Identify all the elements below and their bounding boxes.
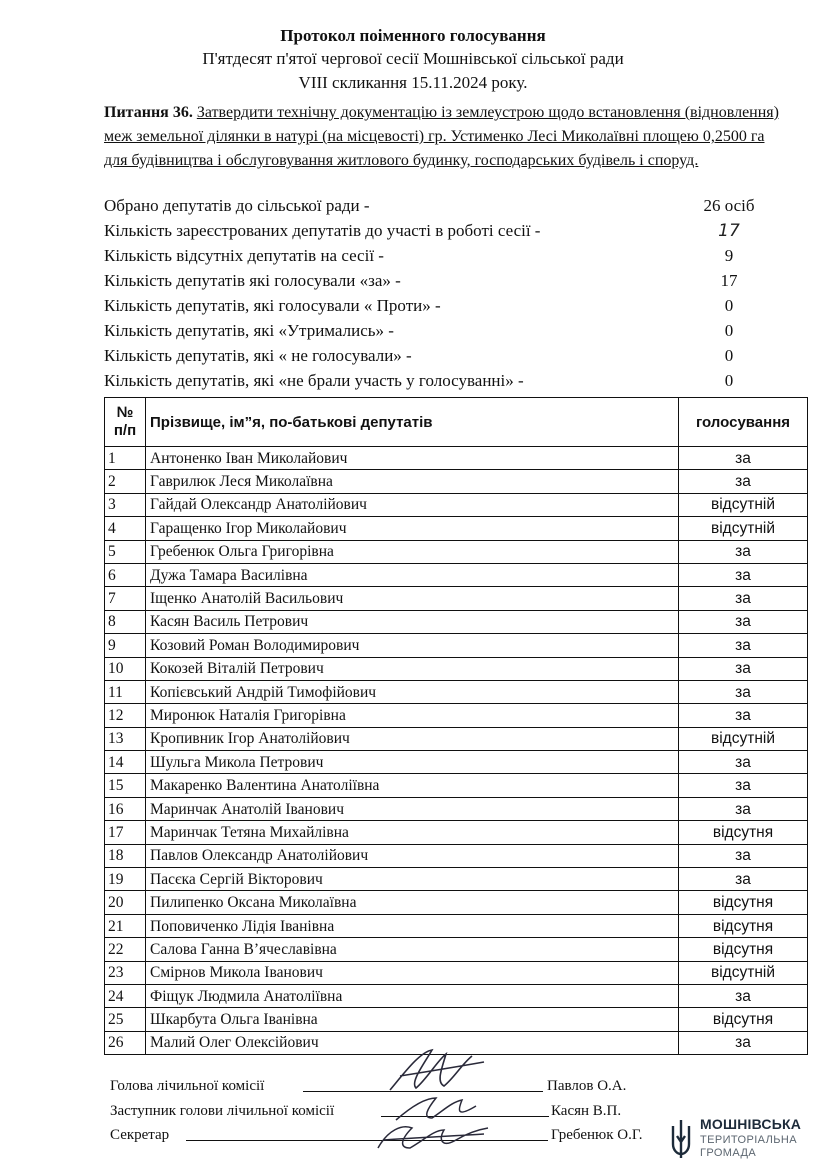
vote-result: за — [679, 563, 808, 586]
deputy-name: Кокозей Віталій Петрович — [146, 657, 679, 680]
session-subtitle: П'ятдесят п'ятої чергової сесії Мошнівської сільської ради — [202, 49, 624, 68]
community-logo — [668, 1114, 808, 1162]
stat-label: Кількість депутатів, які голосували « Проти» - — [104, 296, 441, 315]
stat-label: Обрано депутатів до сільської ради - — [104, 196, 370, 215]
stat-value: 26 осіб — [703, 196, 755, 215]
column-header-number: № п/п — [105, 398, 146, 447]
vote-result: за — [679, 1031, 808, 1054]
row-number: 23 — [105, 961, 146, 984]
stat-value: 0 — [724, 321, 734, 340]
row-number: 15 — [105, 774, 146, 797]
row-number: 1 — [105, 447, 146, 470]
stat-value: 9 — [724, 246, 734, 265]
table-row — [105, 751, 808, 774]
deputy-name: Поповиченко Лідія Іванівна — [146, 914, 679, 937]
deputy-name: Іщенко Анатолій Васильович — [146, 587, 679, 610]
deputy-name: Маринчак Тетяна Михайлівна — [146, 821, 679, 844]
table-row — [105, 470, 808, 493]
deputy-name: Смірнов Микола Іванович — [146, 961, 679, 984]
table-row — [105, 493, 808, 516]
voting-table — [104, 397, 808, 1055]
row-number: 2 — [105, 470, 146, 493]
table-body — [105, 447, 808, 1055]
stat-label: Кількість депутатів, які «не брали участь у голосуванні» - — [104, 371, 524, 390]
stat-value: 0 — [724, 371, 734, 390]
deputy-name: Кропивник Ігор Анатолійович — [146, 727, 679, 750]
vote-result: відсутній — [679, 517, 808, 540]
stat-label: Кількість депутатів які голосували «за» - — [104, 271, 401, 290]
deputy-name: Гребенюк Ольга Григорівна — [146, 540, 679, 563]
row-number: 26 — [105, 1031, 146, 1054]
vote-result: за — [679, 868, 808, 891]
stat-label: Кількість депутатів, які «Утримались» - — [104, 321, 394, 340]
signature-role: Заступник голови лічильної комісії — [110, 1103, 335, 1119]
row-number: 9 — [105, 634, 146, 657]
deputy-name: Шкарбута Ольга Іванівна — [146, 1008, 679, 1031]
deputy-name: Макаренко Валентина Анатоліївна — [146, 774, 679, 797]
vote-result: за — [679, 610, 808, 633]
table-row — [105, 938, 808, 961]
vote-result: відсутній — [679, 961, 808, 984]
row-number: 6 — [105, 563, 146, 586]
deputy-name: Касян Василь Петрович — [146, 610, 679, 633]
vote-result: за — [679, 704, 808, 727]
table-row — [105, 563, 808, 586]
vote-result: за — [679, 984, 808, 1007]
row-number: 4 — [105, 517, 146, 540]
signature-line — [186, 1124, 548, 1141]
deputy-name: Козовий Роман Володимирович — [146, 634, 679, 657]
stat-value: 0 — [724, 296, 734, 315]
table-row — [105, 447, 808, 470]
row-number: 11 — [105, 680, 146, 703]
row-number: 18 — [105, 844, 146, 867]
row-number: 16 — [105, 797, 146, 820]
vote-result: за — [679, 470, 808, 493]
deputy-name: Маринчак Анатолій Іванович — [146, 797, 679, 820]
vote-result: за — [679, 680, 808, 703]
table-row — [105, 704, 808, 727]
stat-value: 17 — [720, 271, 738, 290]
row-number: 13 — [105, 727, 146, 750]
deputy-name: Миронюк Наталія Григорівна — [146, 704, 679, 727]
deputy-name: Копієвський Андрій Тимофійович — [146, 680, 679, 703]
row-number: 21 — [105, 914, 146, 937]
stat-label: Кількість відсутніх депутатів на сесії - — [104, 246, 384, 265]
row-number: 19 — [105, 868, 146, 891]
row-number: 25 — [105, 1008, 146, 1031]
table-row — [105, 844, 808, 867]
table-row — [105, 821, 808, 844]
document-title: Протокол поіменного голосування — [280, 26, 546, 45]
logo-line-1: МОШНІВСЬКА — [700, 1116, 802, 1132]
row-number: 24 — [105, 984, 146, 1007]
stat-row — [104, 344, 804, 368]
stat-row — [104, 219, 804, 243]
deputy-name: Пасєка Сергій Вікторович — [146, 868, 679, 891]
signature-name: Касян В.П. — [551, 1103, 622, 1119]
deputy-name: Шульга Микола Петрович — [146, 751, 679, 774]
vote-result: за — [679, 797, 808, 820]
deputy-name: Пилипенко Оксана Миколаївна — [146, 891, 679, 914]
deputy-name: Дужа Тамара Василівна — [146, 563, 679, 586]
row-number: 10 — [105, 657, 146, 680]
table-row — [105, 914, 808, 937]
table-row — [105, 961, 808, 984]
deputy-name: Гайдай Олександр Анатолійович — [146, 493, 679, 516]
table-row — [105, 727, 808, 750]
table-row — [105, 868, 808, 891]
stat-value-handwritten: 17 — [718, 221, 740, 241]
row-number: 20 — [105, 891, 146, 914]
table-row — [105, 797, 808, 820]
stat-row — [104, 369, 804, 393]
vote-result: відсутній — [679, 493, 808, 516]
table-row — [105, 587, 808, 610]
row-number: 5 — [105, 540, 146, 563]
vote-result: за — [679, 844, 808, 867]
vote-result: відсутня — [679, 1008, 808, 1031]
vote-result: за — [679, 447, 808, 470]
deputy-name: Малий Олег Олексійович — [146, 1031, 679, 1054]
column-header-name: Прізвище, ім”я, по-батькові депутатів — [146, 398, 679, 447]
signature-role: Секретар — [110, 1127, 170, 1143]
stat-row — [104, 319, 804, 343]
row-number: 7 — [105, 587, 146, 610]
table-row — [105, 657, 808, 680]
agenda-question — [104, 101, 784, 173]
deputy-name: Павлов Олександр Анатолійович — [146, 844, 679, 867]
vote-result: за — [679, 657, 808, 680]
row-number: 3 — [105, 493, 146, 516]
table-header-row — [105, 398, 808, 447]
vote-result: відсутня — [679, 914, 808, 937]
deputy-name: Салова Ганна В’ячеславівна — [146, 938, 679, 961]
table-row — [105, 891, 808, 914]
stat-row — [104, 294, 804, 318]
table-row — [105, 634, 808, 657]
signature-name: Гребенюк О.Г. — [551, 1127, 643, 1143]
row-number: 8 — [105, 610, 146, 633]
deputy-name: Антоненко Іван Миколайович — [146, 447, 679, 470]
row-number: 12 — [105, 704, 146, 727]
vote-result: за — [679, 751, 808, 774]
stat-row — [104, 194, 804, 218]
vote-result: відсутня — [679, 821, 808, 844]
vote-result: відсутній — [679, 727, 808, 750]
stat-row — [104, 269, 804, 293]
vote-result: за — [679, 540, 808, 563]
row-number: 17 — [105, 821, 146, 844]
deputy-name: Гаврилюк Леся Миколаївна — [146, 470, 679, 493]
deputy-name: Фіщук Людмила Анатоліївна — [146, 984, 679, 1007]
stat-label: Кількість зареєстрованих депутатів до участі в роботі сесії - — [104, 221, 541, 240]
question-number: Питання 36. — [104, 104, 193, 121]
signature-name: Павлов О.А. — [547, 1078, 627, 1094]
table-row — [105, 610, 808, 633]
row-number: 22 — [105, 938, 146, 961]
trident-icon — [668, 1116, 694, 1160]
table-row — [105, 540, 808, 563]
stat-row — [104, 244, 804, 268]
handwritten-signature-1 — [380, 1042, 490, 1098]
logo-line-3: ГРОМАДА — [700, 1147, 757, 1159]
vote-result: за — [679, 587, 808, 610]
table-row — [105, 680, 808, 703]
stat-value: 0 — [724, 346, 734, 365]
vote-result: відсутня — [679, 938, 808, 961]
table-row — [105, 774, 808, 797]
vote-result: за — [679, 774, 808, 797]
row-number: 14 — [105, 751, 146, 774]
column-header-vote: голосування — [679, 398, 808, 447]
table-row — [105, 984, 808, 1007]
stat-label: Кількість депутатів, які « не голосували» - — [104, 346, 412, 365]
vote-result: відсутня — [679, 891, 808, 914]
convocation-date: VIII скликання 15.11.2024 року. — [298, 73, 528, 92]
table-row — [105, 517, 808, 540]
table-row — [105, 1008, 808, 1031]
question-text: Затвердити технічну документацію із землеустрою щодо встановлення (відновлення) меж земельної ділянки в натурі (на місцевості) гр. Устименко Лесі Миколаївні площею 0,2500 га для будівництва і обслуговування житлового будинку, господарських будівель і споруд. — [104, 104, 779, 169]
handwritten-signature-3 — [372, 1118, 492, 1156]
vote-result: за — [679, 634, 808, 657]
logo-line-2: ТЕРИТОРІАЛЬНА — [700, 1134, 797, 1146]
signature-role: Голова лічильної комісії — [110, 1078, 265, 1094]
deputy-name: Гаращенко Ігор Миколайович — [146, 517, 679, 540]
